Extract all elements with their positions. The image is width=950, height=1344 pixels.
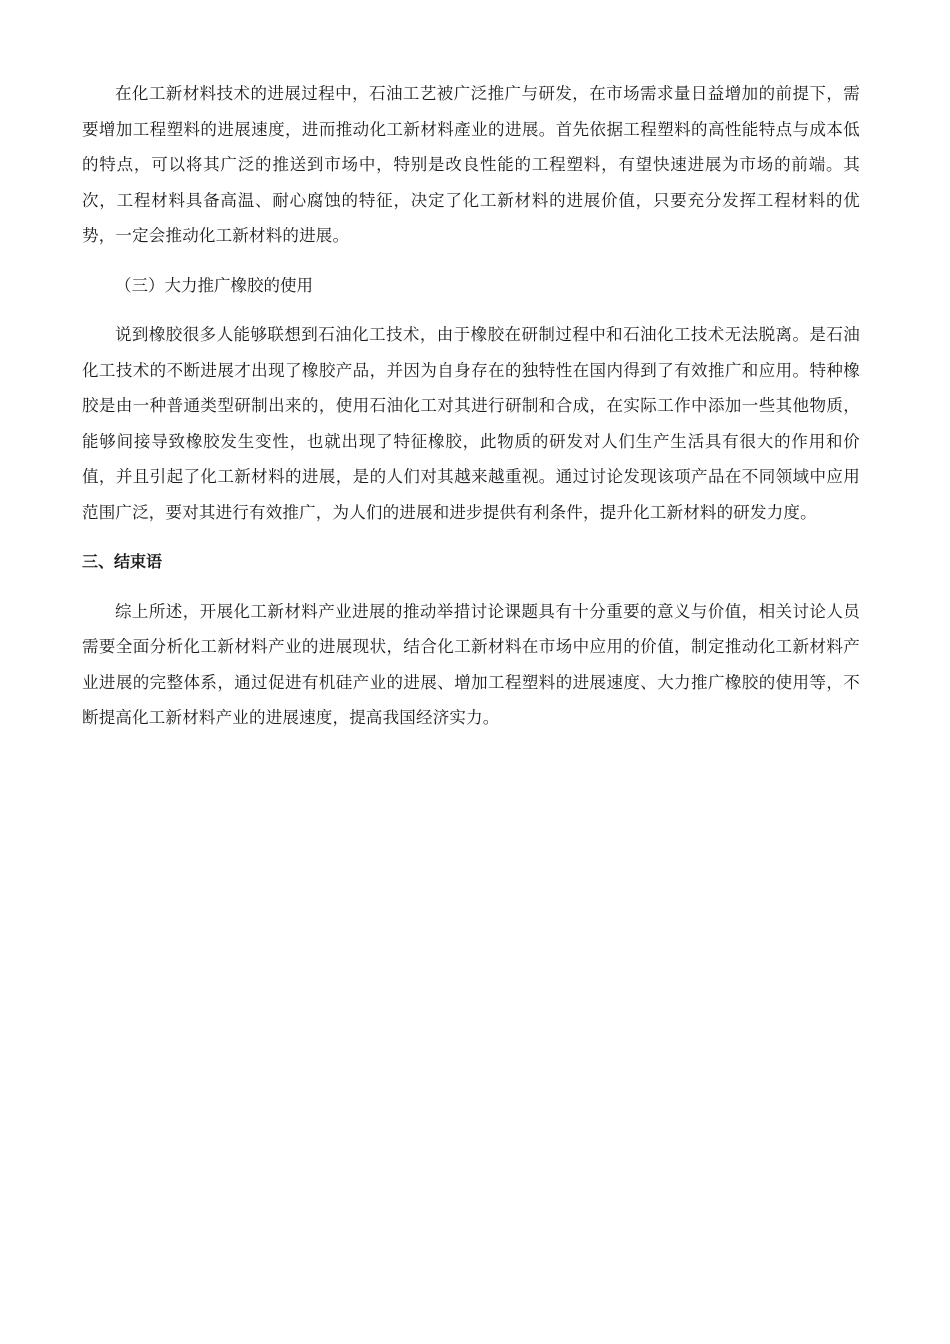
paragraph-engineering-plastics: 在化工新材料技术的进展过程中，石油工艺被广泛推广与研发，在市场需求量日益增加的前提下，需要增加工程塑料的进展速度，进而推动化工新材料產业的进展。首先依据工程塑料的高性能特点与成本低的特点，可以将其广泛的推送到市场中，特别是改良性能的工程塑料，有望快速进展为市场的前端。其次，工程材料具备高温、耐心腐蚀的特征，决定了化工新材料的进展价值，只要充分发挥工程材料的优势，一定会推动化工新材料的进展。 [82, 84, 860, 245]
paragraph-rubber: 说到橡胶很多人能够联想到石油化工技术，由于橡胶在研制过程中和石油化工技术无法脱离。是石油化工技术的不断进展才出现了橡胶产品，并因为自身存在的独特性在国内得到了有效推广和应用。特种橡胶是由一种普通类型研制出来的，使用石油化工对其进行研制和合成，在实际工作中添加一些其他物质，能够间接导致橡胶发生变性，也就出现了特征橡胶，此物质的研发对人们生产生活具有很大的作用和价值，并且引起了化工新材料的进展，是的人们对其越来越重视。通过讨论发现该项产品在不同领域中应用范围广泛，要对其进行有效推广，为人们的进展和进步提供有利条件，提升化工新材料的研发力度。 [82, 325, 860, 522]
subheading-rubber: （三）大力推广橡胶的使用 [115, 275, 313, 295]
document-page [82, 76, 860, 736]
paragraph-conclusion: 综上所述，开展化工新材料产业进展的推动举措讨论课题具有十分重要的意义与价值，相关讨论人员需要全面分析化工新材料产业的进展现状，结合化工新材料在市场中应用的价值，制定推动化工新材料产业进展的完整体系，通过促进有机硅产业的进展、增加工程塑料的进展速度、大力推广橡胶的使用等，不断提高化工新材料产业的进展速度，提高我国经济实力。 [82, 601, 860, 727]
heading-conclusion: 三、结束语 [82, 552, 163, 571]
